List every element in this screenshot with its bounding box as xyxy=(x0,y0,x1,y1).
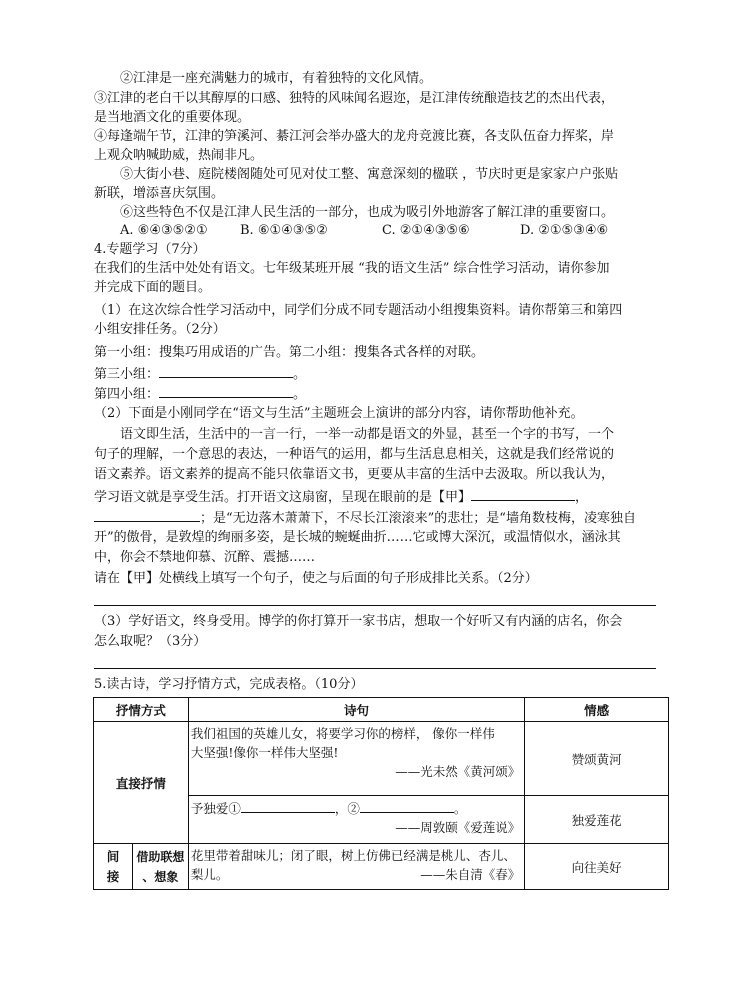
sentence-3-line-1: ③江津的老白干以其醇厚的口感、独特的风味闻名遐迩，是江津传统酿造技艺的杰出代表， xyxy=(94,91,615,106)
speech-comma: ， xyxy=(575,490,589,505)
lotus-answer-blank-1[interactable] xyxy=(241,799,335,813)
poem-source: ——光未然《黄河颂》 xyxy=(395,764,521,779)
speech-line-7: 中，你会不禁地仰慕、沉醉、震撼…… xyxy=(94,550,316,565)
part-1-prompt-line-2: 小组安排任务。（2分） xyxy=(94,322,226,337)
poem-line: 花里带着甜味儿；闭了眼，树上仿佛已经满是桃儿、杏儿、 xyxy=(190,848,516,863)
method-association xyxy=(132,844,188,890)
question-4-intro-line-1: 在我们的生活中处处有语文。七年级某班开展 “我的语文生活” 综合性学习活动，请你参加 xyxy=(94,261,610,276)
emotion-cell: 独爱莲花 xyxy=(525,796,669,844)
question-4-title: 4.专题学习（7分） xyxy=(94,242,206,257)
option-b[interactable]: B. ⑥①④③⑤② xyxy=(240,223,328,238)
part-3-prompt-line-2: 怎么取呢？（3分） xyxy=(94,634,207,649)
group-3-period: 。 xyxy=(293,367,307,382)
poem-line: 梨儿。 xyxy=(190,867,229,882)
group-4-answer-blank[interactable] xyxy=(159,384,293,398)
method-indirect-char-1: 间 xyxy=(106,848,120,864)
speech-line-2: 句子的理解，一个意思的表达，一种语气的运用，都与生活息息相关，这就是我们经常说的 xyxy=(94,447,615,462)
speech-line-3: 语文素养。语文素养的提高不能只依靠语文书，更要从丰富的生活中去汲取。所以我认为， xyxy=(94,467,615,482)
speech-line-4 xyxy=(94,487,588,507)
option-a[interactable]: A. ⑥④③⑤②① xyxy=(120,223,208,238)
speech-line-4-text: 学习语文就是享受生活。打开语文这扇窗，呈现在眼前的是【甲】 xyxy=(94,490,472,505)
header-method: 抒情方式 xyxy=(94,698,189,722)
poem-mid: ，② xyxy=(334,801,360,816)
emotion-cell: 向往美好 xyxy=(525,844,669,890)
option-c[interactable]: C. ②①④③⑤⑥ xyxy=(382,223,470,238)
poem-line: 大坚强!像你一样伟大坚强! xyxy=(190,745,339,760)
table-row xyxy=(94,844,669,890)
method-association-line-1: 借助联想 xyxy=(136,849,185,864)
group-3-answer-blank[interactable] xyxy=(159,364,293,378)
method-indirect xyxy=(94,844,133,890)
speech-line-1: 语文即生活，生活中的一言一行，一举一动都是语文的外显，甚至一个字的书写，一个 xyxy=(120,427,615,442)
sentence-5-line-1: ⑤大街小巷、庭院楼阁随处可见对仗工整、寓意深刻的楹联 ，节庆时更是家家户户张贴 xyxy=(120,167,619,182)
group-4-period: 。 xyxy=(293,387,307,402)
speech-line-5-text: ；是“无边落木萧萧下，不尽长江滚滚来”的悲壮；是“墙角数枝梅，凌寒独自 xyxy=(200,511,636,526)
poem-prefix: 予独爱① xyxy=(190,801,241,816)
poem-fill-line xyxy=(191,799,522,818)
jia-answer-blank-2[interactable] xyxy=(94,508,200,522)
question-4-intro-line-2: 并完成下面的题目。 xyxy=(94,280,212,295)
speech-line-5 xyxy=(94,508,636,528)
part-2-task: 请在【甲】处横线上填写一个句子，使之与后面的句子形成排比关系。（2分） xyxy=(94,571,538,586)
lotus-answer-blank-2[interactable] xyxy=(360,799,454,813)
sentence-5-line-2: 新联，增添喜庆氛围。 xyxy=(94,186,225,201)
groups-1-2: 第一小组：搜集巧用成语的广告。第二小组：搜集各式各样的对联。 xyxy=(94,345,485,360)
sentence-6: ⑥这些特色不仅是江津人民生活的一部分，也成为吸引外地游客了解江津的重要窗口。 xyxy=(120,205,615,220)
table-header-row xyxy=(94,698,669,722)
part-1-prompt-line-1: （1）在这次综合性学习活动中，同学们分成不同专题活动小组搜集资料。请你帮第三和第四 xyxy=(94,303,623,318)
group-3-label: 第三小组： xyxy=(94,367,160,382)
jia-answer-blank-1[interactable] xyxy=(471,487,575,501)
emotion-cell: 赞颂黄河 xyxy=(525,722,669,796)
lyric-methods-table xyxy=(93,697,669,890)
answer-options xyxy=(120,222,608,240)
table-row xyxy=(94,722,669,796)
sentence-3-line-2: 是当地酒文化的重要体现。 xyxy=(94,110,251,125)
option-d[interactable]: D. ②①⑤③④⑥ xyxy=(520,223,609,238)
part-3-prompt-line-1: （3）学好语文，终身受用。博学的你打算开一家书店，想取一个好听又有内涵的店名，你会 xyxy=(94,614,623,629)
header-emotion: 情感 xyxy=(525,698,669,722)
part-2-intro: （2）下面是小刚同学在“语文与生活”主题班会上演讲的部分内容，请你帮助他补充。 xyxy=(94,406,584,421)
sentence-2: ②江津是一座充满魅力的城市，有着独特的文化风情。 xyxy=(120,71,433,86)
method-association-line-2: 、想象 xyxy=(142,869,179,884)
poem-cell xyxy=(188,796,524,844)
part-3-answer-line[interactable] xyxy=(94,668,656,669)
speech-line-6: 开”的傲骨，是敦煌的绚丽多姿，是长城的蜿蜒曲折……它或博大深沉，或温情似水，涵泳其 xyxy=(94,530,621,545)
method-direct: 直接抒情 xyxy=(94,722,189,844)
question-5-title: 5.读古诗，学习抒情方式，完成表格。（10分） xyxy=(94,677,364,692)
poem-cell xyxy=(188,844,524,890)
part-2-answer-line[interactable] xyxy=(94,605,656,606)
group-4-label: 第四小组： xyxy=(94,387,160,402)
header-poem: 诗句 xyxy=(188,698,524,722)
group-4-row xyxy=(94,384,306,404)
method-indirect-char-2: 接 xyxy=(106,868,120,884)
group-3-row xyxy=(94,364,306,384)
sentence-4-line-2: 上观众呐喊助威，热闹非凡。 xyxy=(94,148,264,163)
poem-cell xyxy=(188,722,524,796)
poem-line: 我们祖国的英雄儿女，将要学习你的榜样， 像你一样伟 xyxy=(190,726,495,741)
poem-source: ——周敦颐《爱莲说》 xyxy=(395,820,521,835)
poem-source: ——朱自清《春》 xyxy=(420,867,521,882)
sentence-4-line-1: ④每逢端午节，江津的笋溪河、綦江河会举办盛大的龙舟竞渡比赛，各支队伍奋力挥桨，岸 xyxy=(94,129,615,144)
poem-line-with-source xyxy=(191,865,522,884)
poem-end: 。 xyxy=(453,801,467,816)
